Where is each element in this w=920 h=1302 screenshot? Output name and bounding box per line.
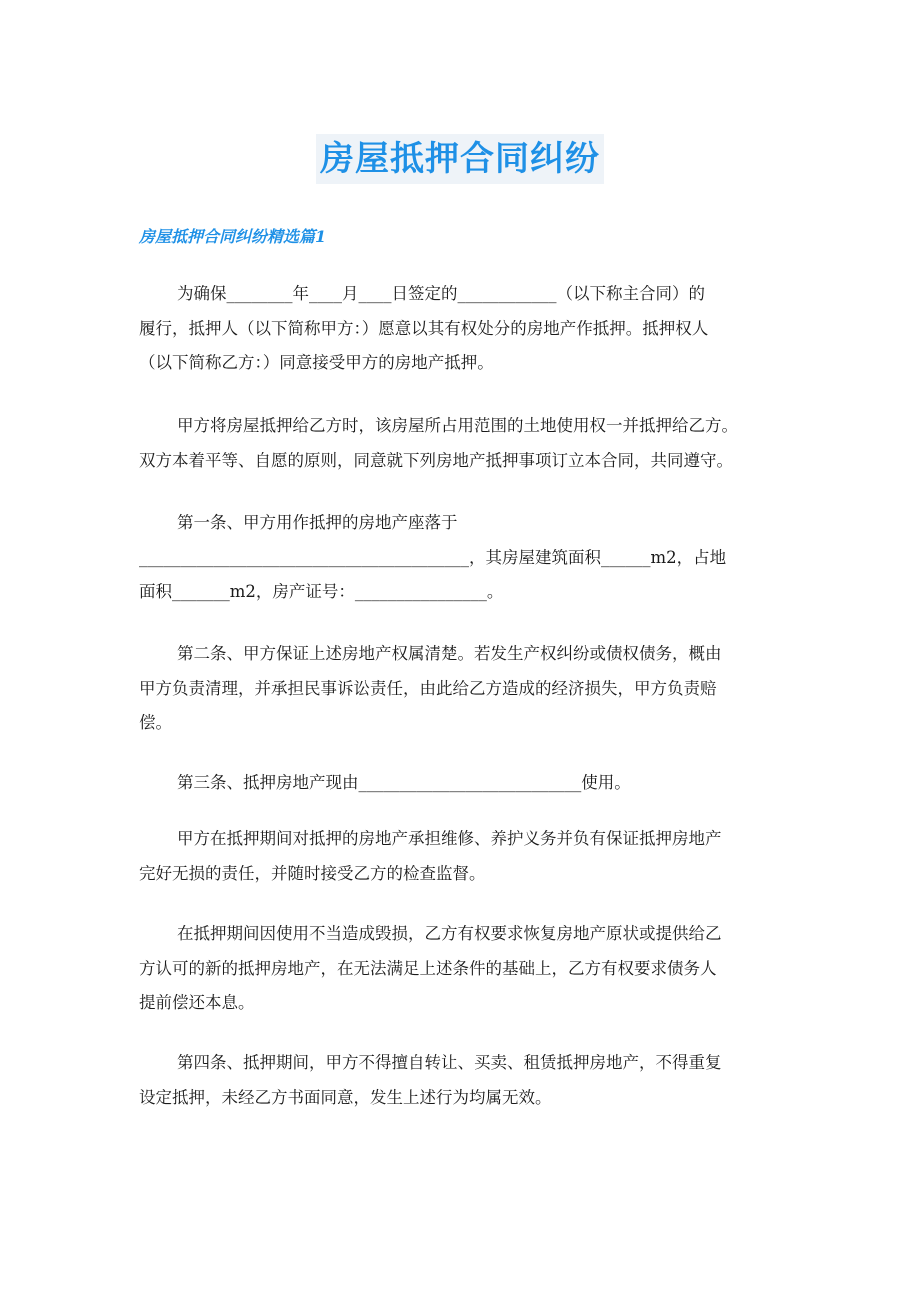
- paragraph-line: 履行，抵押人（以下简称甲方：）愿意以其有权处分的房地产作抵押。抵押权人: [139, 318, 709, 338]
- paragraph-1: [139, 277, 784, 381]
- section-heading: 房屋抵押合同纠纷精选篇1: [139, 227, 327, 246]
- paragraph-line: 面积_______m2，房产证号：________________。: [139, 582, 504, 601]
- paragraph-line: 甲方在抵押期间对抵押的房地产承担维修、养护义务并负有保证抵押房地产: [177, 829, 722, 848]
- paragraph-2: [139, 409, 784, 478]
- paragraph-line: （以下简称乙方：）同意接受甲方的房地产抵押。: [139, 353, 494, 372]
- paragraph-7: [139, 917, 784, 1021]
- paragraph-line: 甲方负责清理，并承担民事诉讼责任，由此给乙方造成的经济损失，甲方负责赔: [139, 678, 717, 698]
- paragraph-5: [139, 766, 784, 801]
- document-title: 房屋抵押合同纠纷: [316, 134, 604, 184]
- title-container: [0, 134, 920, 184]
- paragraph-line: 第三条、抵押房地产现由___________________________使用。: [177, 773, 631, 792]
- paragraph-line: 在抵押期间因使用不当造成毁损，乙方有权要求恢复房地产原状或提供给乙: [177, 924, 722, 943]
- paragraph-line: 甲方将房屋抵押给乙方时，该房屋所占用范围的土地使用权一并抵押给乙方。: [177, 416, 738, 435]
- paragraph-line: 为确保________年____月____日签定的____________（以下称主合同）的: [177, 284, 705, 303]
- paragraph-line: 第一条、甲方用作抵押的房地产座落于: [177, 513, 458, 532]
- paragraph-line: 完好无损的责任，并随时接受乙方的检查监督。: [139, 863, 486, 883]
- paragraph-line: ________________________________________，其房屋建筑面积______m2，占地: [139, 547, 727, 567]
- paragraph-3: [139, 506, 784, 610]
- paragraph-8: [139, 1046, 784, 1115]
- paragraph-line: 偿。: [139, 713, 172, 732]
- paragraph-6: [139, 822, 784, 891]
- paragraph-4: [139, 637, 784, 741]
- paragraph-line: 方认可的新的抵押房地产，在无法满足上述条件的基础上，乙方有权要求债务人: [139, 958, 717, 978]
- paragraph-line: 提前偿还本息。: [139, 993, 255, 1012]
- paragraph-line: 第二条、甲方保证上述房地产权属清楚。若发生产权纠纷或债权债务，概由: [177, 644, 722, 663]
- paragraph-line: 第四条、抵押期间，甲方不得擅自转让、买卖、租赁抵押房地产，不得重复: [177, 1053, 722, 1072]
- paragraph-line: 双方本着平等、自愿的原则，同意就下列房地产抵押事项订立本合同，共同遵守。: [139, 450, 733, 470]
- paragraph-line: 设定抵押，未经乙方书面同意，发生上述行为均属无效。: [139, 1087, 552, 1107]
